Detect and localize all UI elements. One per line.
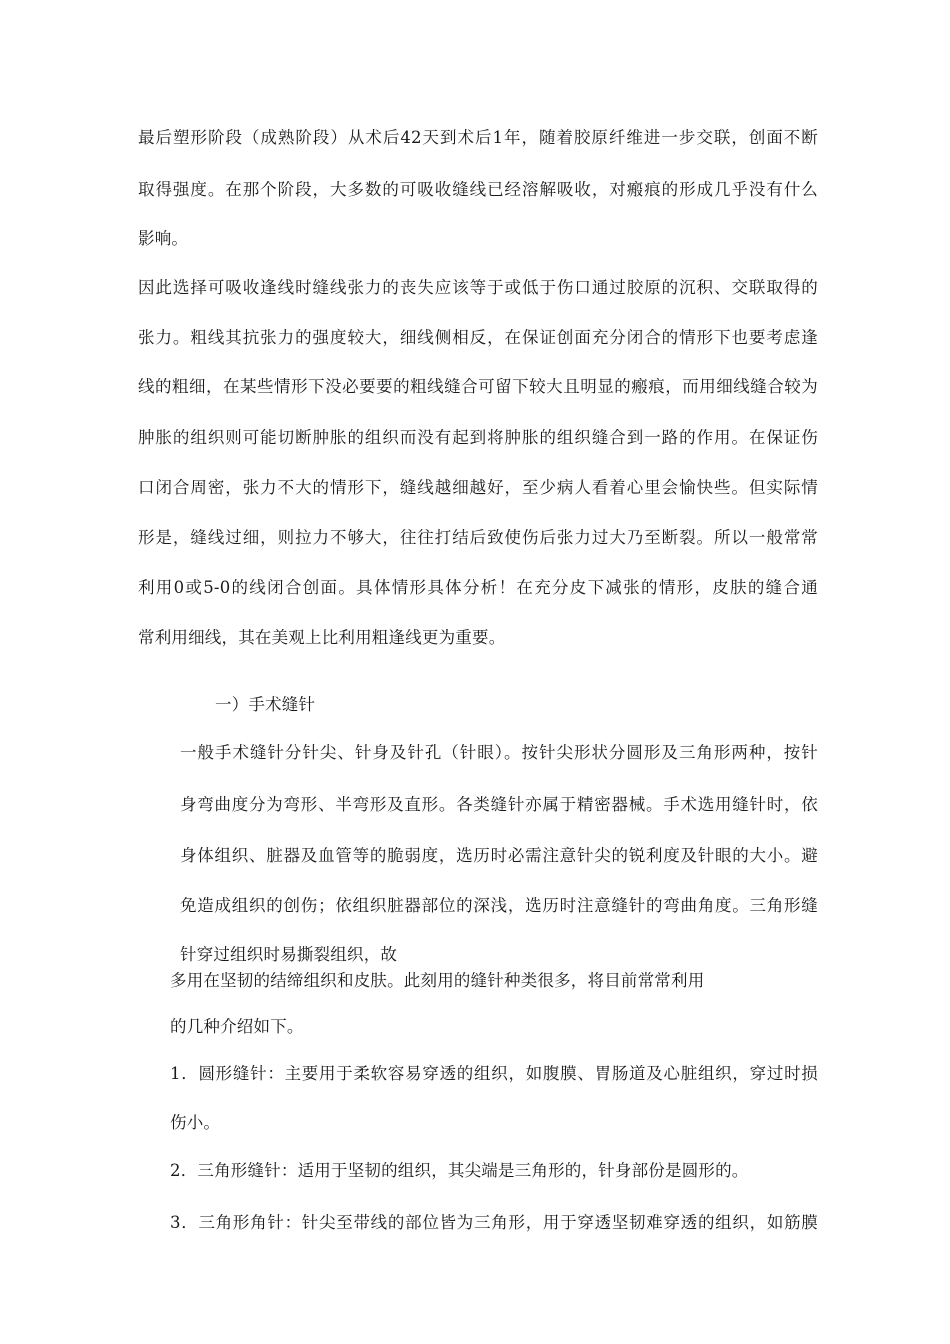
text-line: 肿胀的组织则可能切断肿胀的组织而没有起到将肿胀的组织缝合到一路的作用。在保证伤 xyxy=(138,428,818,447)
text-line: 最后塑形阶段（成熟阶段）从术后42天到术后1年，随着胶原纤维进一步交联，创面不断 xyxy=(138,128,818,147)
text-line: 2．三角形缝针：适用于坚韧的组织，其尖端是三角形的，针身部份是圆形的。 xyxy=(170,1161,749,1180)
text-line: 口闭合周密，张力不大的情形下，缝线越细越好，至少病人看着心里会愉快些。但实际情 xyxy=(138,478,818,497)
text-line: 利用0或5-0的线闭合创面。具体情形具体分析！在充分皮下减张的情形，皮肤的缝合通 xyxy=(138,578,818,597)
text-line: 免造成组织的创伤；依组织脏器部位的深浅，选历时注意缝针的弯曲角度。三角形缝 xyxy=(180,896,818,915)
text-line: 身体组织、脏器及血管等的脆弱度，选历时必需注意针尖的锐利度及针眼的大小。避 xyxy=(180,846,818,865)
text-line: 形是，缝线过细，则拉力不够大，往往打结后致使伤后张力过大乃至断裂。所以一般常常 xyxy=(138,528,818,547)
text-line: 针穿过组织时易撕裂组织，故 xyxy=(180,945,398,964)
text-line: 影响。 xyxy=(138,229,189,248)
text-line: 伤小。 xyxy=(170,1113,221,1132)
section-heading: 一）手术缝针 xyxy=(215,695,316,714)
text-line: 多用在坚韧的结缔组织和皮肤。此刻用的缝针种类很多，将目前常常利用 xyxy=(170,971,705,990)
text-line: 张力。粗线其抗张力的强度较大，细线侧相反，在保证创面充分闭合的情形下也要考虑逢 xyxy=(138,328,818,347)
text-line: 常利用细线，其在美观上比利用粗逢线更为重要。 xyxy=(138,628,506,647)
text-line: 一般手术缝针分针尖、针身及针孔（针眼）。按针尖形状分圆形及三角形两种，按针 xyxy=(180,743,818,762)
text-line: 3．三角形角针：针尖至带线的部位皆为三角形，用于穿透坚韧难穿透的组织，如筋膜 xyxy=(170,1213,818,1232)
text-line: 身弯曲度分为弯形、半弯形及直形。各类缝针亦属于精密器械。手术选用缝针时，依 xyxy=(180,795,818,814)
text-line: 线的粗细，在某些情形下没必要要的粗线缝合可留下较大且明显的瘢痕，而用细线缝合较为 xyxy=(138,377,818,396)
text-line: 取得强度。在那个阶段，大多数的可吸收缝线已经溶解吸收，对瘢痕的形成几乎没有什么 xyxy=(138,180,818,199)
text-line: 1．圆形缝针：主要用于柔软容易穿透的组织，如腹膜、胃肠道及心脏组织，穿过时损 xyxy=(170,1064,818,1083)
text-line: 的几种介绍如下。 xyxy=(170,1017,304,1036)
text-line: 因此选择可吸收逢线时缝线张力的丧失应该等于或低于伤口通过胶原的沉积、交联取得的 xyxy=(138,278,818,297)
